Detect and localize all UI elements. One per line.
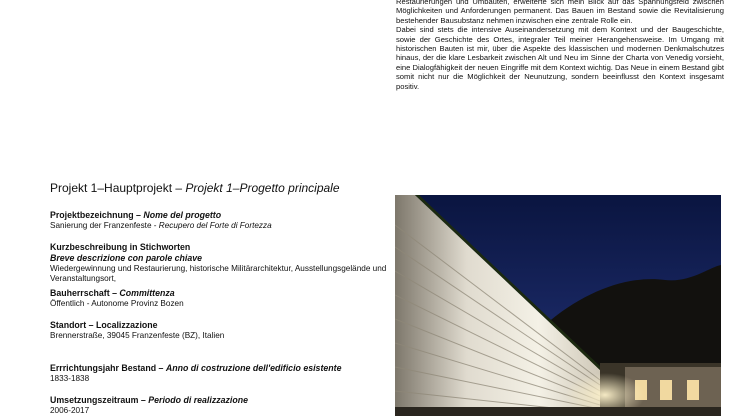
field-construction-year (50, 363, 390, 384)
field-value: 2006-2017 (50, 406, 90, 415)
field-value: 1833-1838 (50, 374, 90, 383)
label-de: Errrichtungsjahr Bestand – (50, 363, 166, 373)
field-label-de: Kurzbeschreibung in Stichworten (50, 242, 191, 252)
field-description (50, 242, 390, 284)
fortress-night-photo (395, 195, 721, 416)
intro-paragraph-2: Dabei sind stets die intensive Auseinandersetzung mit dem Kontext und der Baugeschichte, sowie der Geschichte des Ortes, integraler Teil meiner Herangehensweise. Im Umgang mit historischen Bauten ist mir, über die Aspekte des klassischen und modernen Denkmalschutzes hinaus, der die klare Lesbarkeit zwischen Alt und Neu im Sinne der Charta von Venedig vorsieht, eine Dialogfähigkeit der neuen Eingriffe mit dem Kontext wichtig. Das Neue in einem Bestand gibt somit nicht nur die Möglichkeit der Neunutzung, sondern beeinflusst den Kontext insgesamt positiv. (396, 25, 724, 91)
label-it: Anno di costruzione dell'edificio esistente (165, 363, 342, 373)
label-it: Committenza (119, 288, 175, 298)
field-client (50, 288, 390, 309)
field-value: Wiedergewinnung und Restaurierung, historische Militärarchitektur, Ausstellungsgelände und Veranstaltungsort, (50, 264, 387, 283)
project-photo (395, 195, 721, 416)
field-implementation-period (50, 395, 390, 416)
label-de: Projektbezeichnung – (50, 210, 144, 220)
field-label (50, 210, 390, 221)
field-label (50, 288, 390, 299)
value-it: Recupero del Forte di Fortezza (158, 221, 272, 230)
field-label: Standort – Localizzazione (50, 320, 158, 330)
field-value: Öffentlich - Autonome Provinz Bozen (50, 299, 184, 308)
label-de: Umsetzungszeitraum – (50, 395, 149, 405)
field-value: Brennerstraße, 39045 Franzenfeste (BZ), Italien (50, 331, 225, 340)
label-de: Bauherrschaft – (50, 288, 120, 298)
value-de: Sanierung der Franzenfeste - (50, 221, 159, 230)
label-it: Periodo di realizzazione (148, 395, 248, 405)
project-heading (50, 181, 340, 195)
field-label (50, 363, 390, 374)
intro-text (396, 0, 724, 91)
project-heading-de: Projekt 1–Hauptprojekt – (50, 181, 186, 195)
label-it: Breve descrizione con parole chiave (50, 253, 203, 263)
label-it: Nome del progetto (143, 210, 222, 220)
intro-paragraph-1: Restaurierungen und Umbauten, erweiterte sich mein Blick auf das Spannungsfeld zwischen Möglichkeiten und Anforderungen permanent. Das Bauen im Bestand sowie die Revitalisierung bestehender Bausubstanz nehmen inzwischen eine zentrale Rolle ein. (396, 0, 724, 25)
field-label (50, 395, 390, 406)
field-location (50, 320, 390, 341)
field-project-name (50, 210, 390, 231)
project-heading-it: Projekt 1–Progetto principale (185, 181, 340, 195)
field-value (50, 221, 390, 231)
field-label-it (50, 253, 390, 264)
